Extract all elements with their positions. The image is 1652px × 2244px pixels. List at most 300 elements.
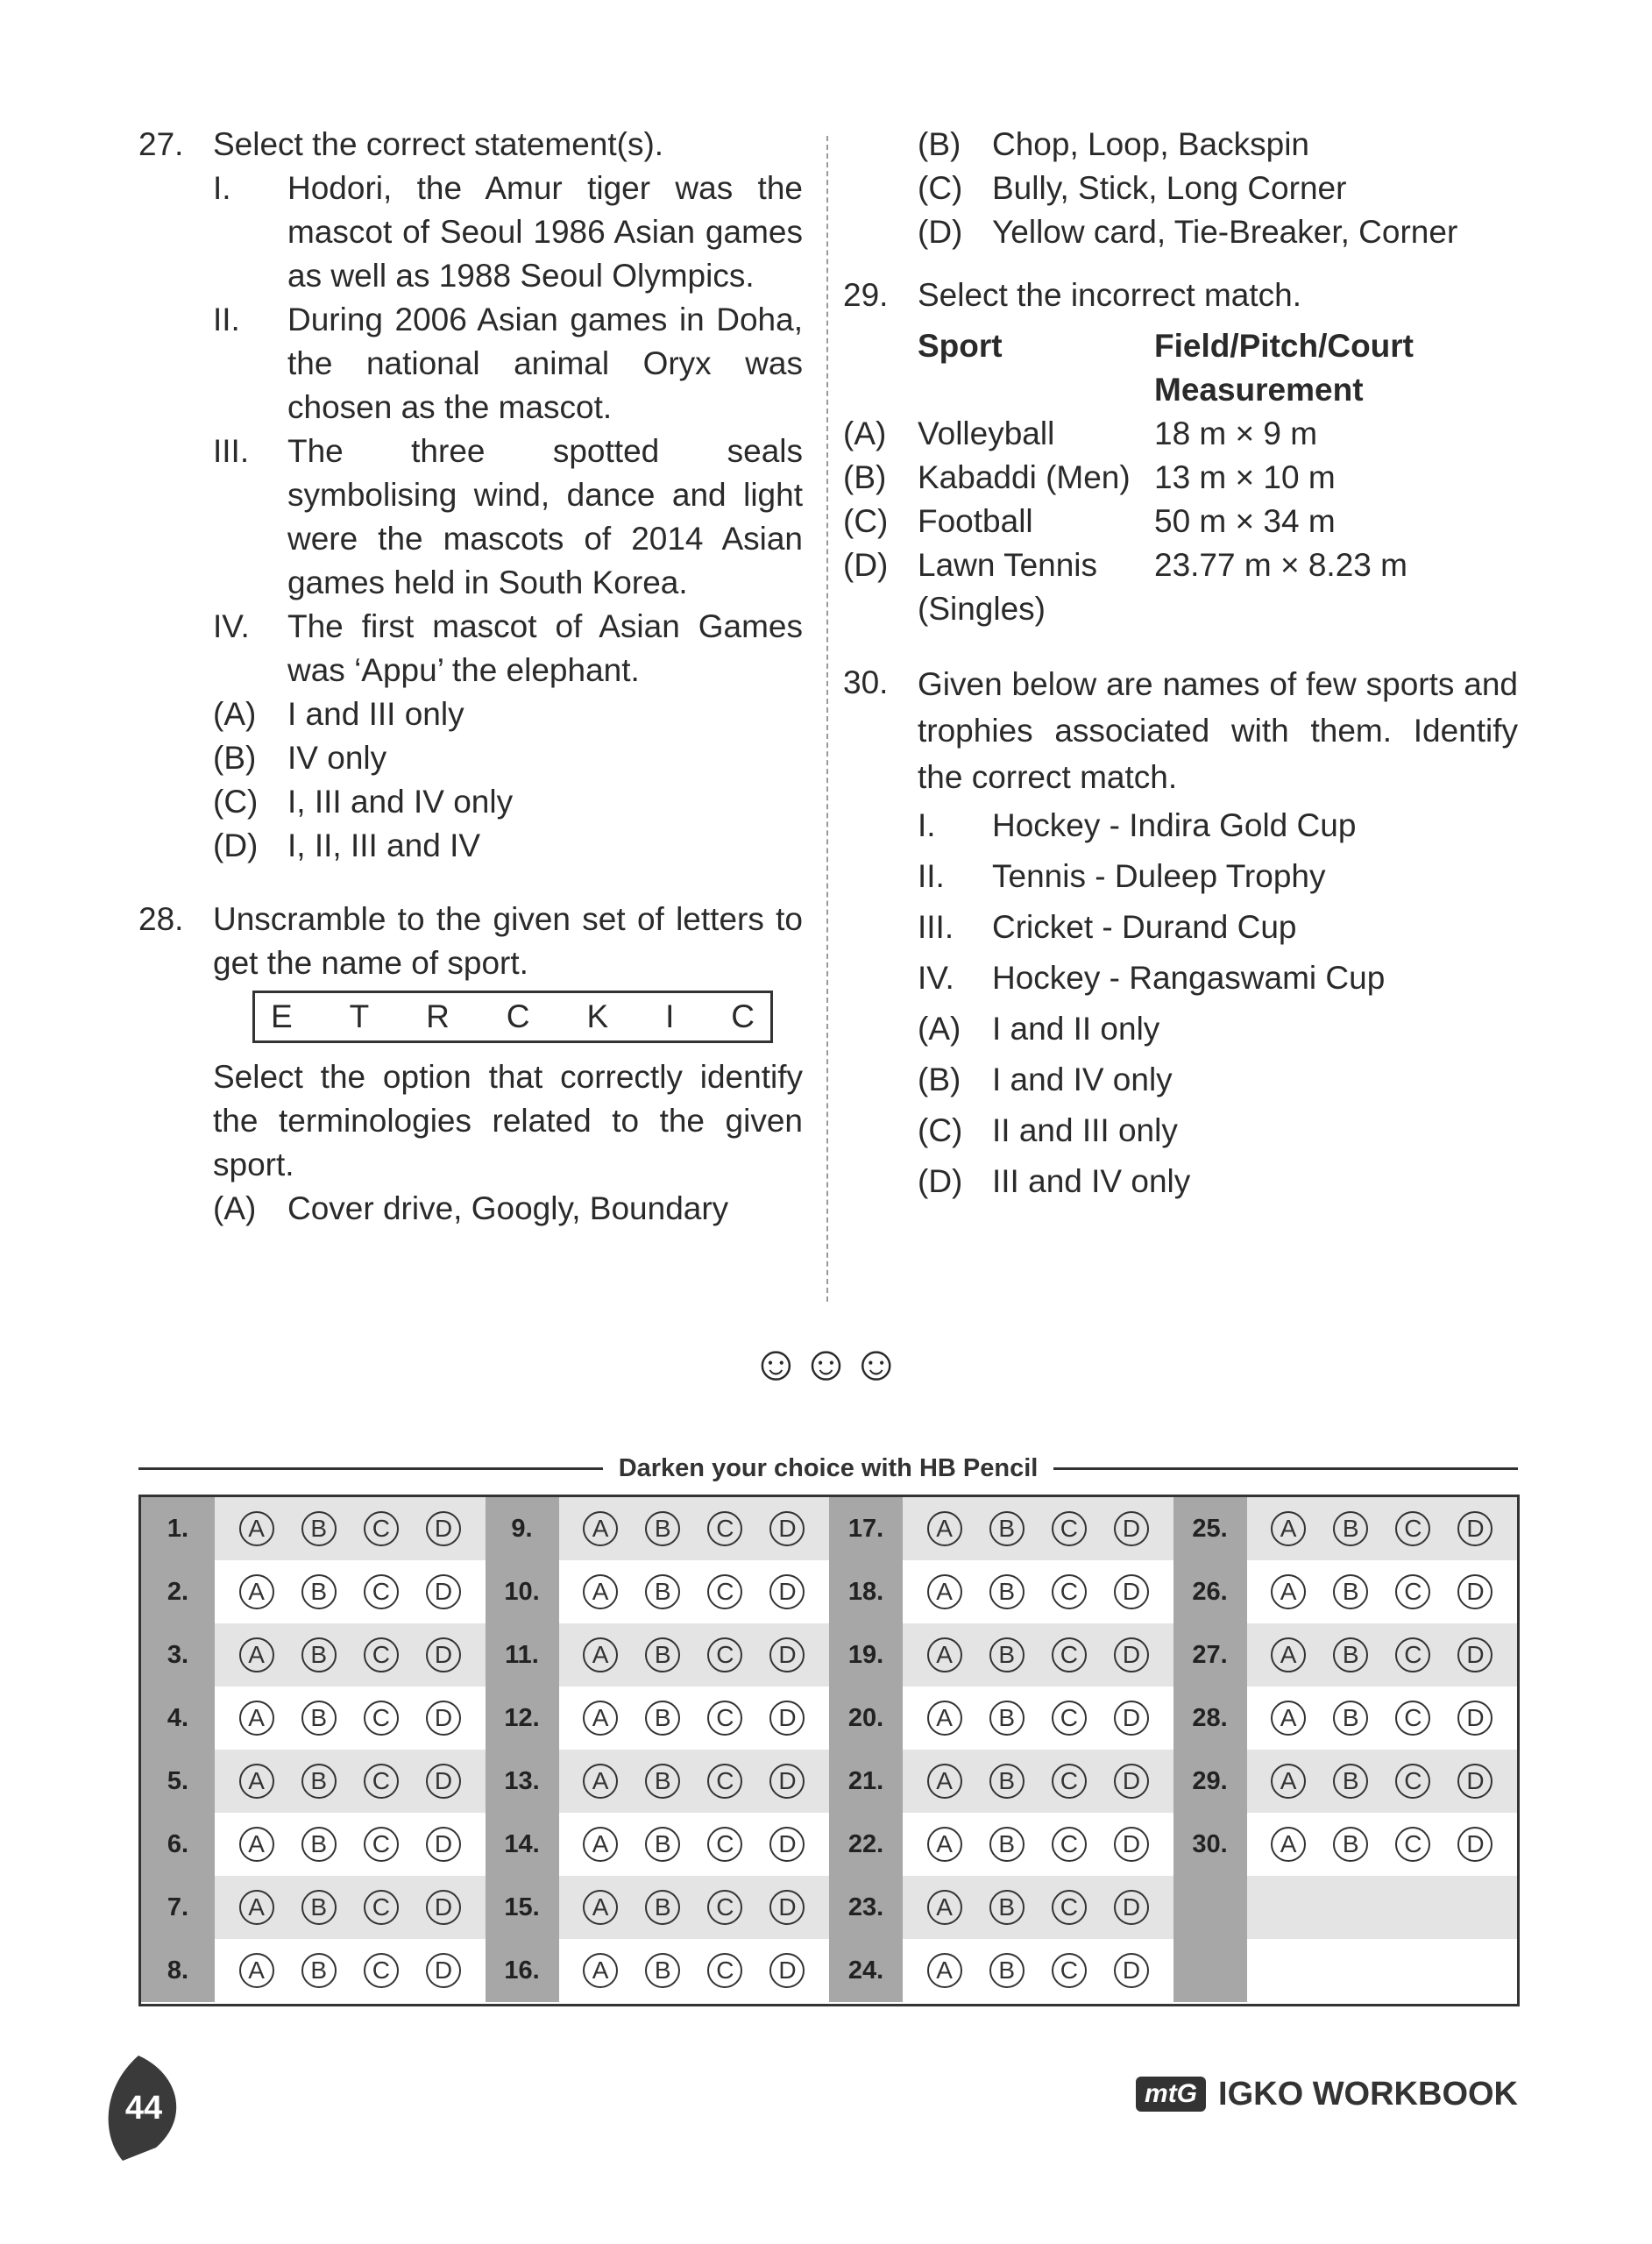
answer-bubble-d[interactable]: D [769,1637,805,1672]
bubble-group [1247,1623,1518,1687]
option-label: (A) [843,415,887,451]
answer-bubble-a[interactable]: A [1271,1511,1306,1546]
answer-bubble-c[interactable]: C [1395,1701,1430,1736]
question-number: 27. [138,126,184,162]
answer-bubble-c[interactable]: C [1052,1574,1087,1609]
answer-bubble-d[interactable]: D [426,1827,461,1862]
option-text: I, III and IV only [287,784,514,820]
answer-bubble-a[interactable]: A [583,1574,618,1609]
answer-bubble-b[interactable]: B [645,1701,680,1736]
bubble-group [1247,1497,1518,1560]
answer-bubble-b[interactable]: B [301,1827,337,1862]
bubble-group [1247,1939,1518,2002]
answer-bubble-a[interactable]: A [583,1953,618,1988]
statement-label: IV. [918,960,954,996]
answer-bubble-b[interactable]: B [301,1890,337,1925]
question-number-cell: 27. [1173,1623,1247,1687]
answer-bubble-d[interactable]: D [1114,1701,1149,1736]
answer-sheet-title: Darken your choice with HB Pencil [618,1453,1039,1482]
answer-bubble-a[interactable]: A [1271,1764,1306,1799]
smiley-icons: ☺☺☺ [750,1335,902,1390]
answer-bubble-d[interactable]: D [1114,1890,1149,1925]
option-label: (A) [918,1011,961,1047]
answer-bubble-a[interactable]: A [239,1890,274,1925]
question-stem: Given below are names of few sports and trophies associated with them. Identify the correct match. [918,666,1518,795]
option-label: (C) [918,1112,963,1148]
option-text: Yellow card, Tie-Breaker, Corner [992,214,1458,250]
question-number-cell [1173,1876,1247,1939]
question-number-cell: 9. [486,1497,559,1560]
option-text: I and III only [287,696,464,732]
answer-bubble-c[interactable]: C [1052,1764,1087,1799]
page-number-badge [103,2056,184,2161]
option-label: (D) [213,827,259,863]
match-row [843,543,1518,587]
brand-logo: mtG [1136,2077,1206,2112]
answer-bubble-d[interactable]: D [1114,1574,1149,1609]
option-label: (C) [213,784,259,820]
question-number-cell: 30. [1173,1813,1247,1876]
answer-bubble-c[interactable]: C [1395,1827,1430,1862]
answer-bubble-d[interactable]: D [426,1574,461,1609]
answer-bubble-a[interactable]: A [239,1511,274,1546]
scrambled-letter: K [586,998,609,1034]
answer-bubble-a[interactable]: A [927,1511,962,1546]
option [918,1004,1518,1055]
bubble-group [559,1750,830,1813]
question-number-cell: 18. [829,1560,903,1623]
answer-bubble-b[interactable]: B [301,1953,337,1988]
question-number-cell: 23. [829,1876,903,1939]
option-text: III and IV only [992,1163,1191,1199]
option [213,824,803,868]
answer-bubble-c[interactable]: C [364,1701,399,1736]
answer-bubble-c[interactable]: C [707,1637,742,1672]
answer-bubble-c[interactable]: C [1395,1637,1430,1672]
answer-bubble-d[interactable]: D [1114,1827,1149,1862]
question-instruction: Select the option that correctly identify the terminologies related to the given sport. [213,1059,803,1182]
answer-bubble-c[interactable]: C [1052,1890,1087,1925]
option-text: Cover drive, Googly, Boundary [287,1190,729,1226]
question-stem: Unscramble to the given set of letters to get the name of sport. [213,901,803,981]
answer-bubble-c[interactable]: C [1052,1827,1087,1862]
statement [918,800,1518,851]
header-sport: Sport [918,328,1003,364]
bubble-group [215,1750,486,1813]
statement-label: II. [918,858,945,894]
answer-bubble-d[interactable]: D [769,1953,805,1988]
answer-bubble-c[interactable]: C [707,1764,742,1799]
answer-row [141,1813,1517,1876]
answer-row [141,1876,1517,1939]
rule-right [1053,1467,1518,1470]
answer-bubble-d[interactable]: D [426,1953,461,1988]
bubble-group [903,1560,1173,1623]
answer-bubble-a[interactable]: A [239,1701,274,1736]
answer-bubble-a[interactable]: A [927,1827,962,1862]
question-number-cell: 21. [829,1750,903,1813]
answer-bubble-a[interactable]: A [583,1701,618,1736]
sport-name-extra: (Singles) [918,591,1046,627]
answer-bubble-c[interactable]: C [1052,1701,1087,1736]
bubble-group [215,1876,486,1939]
question-number-cell: 25. [1173,1497,1247,1560]
option-label: (D) [843,547,889,583]
answer-bubble-c[interactable]: C [1395,1511,1430,1546]
answer-bubble-b[interactable]: B [1333,1827,1368,1862]
question-number-cell: 20. [829,1687,903,1750]
bubble-group [1247,1813,1518,1876]
answer-bubble-b[interactable]: B [1333,1574,1368,1609]
answer-bubble-b[interactable]: B [1333,1637,1368,1672]
question-28-continued [843,123,1518,254]
option-label: (B) [843,459,887,495]
answer-bubble-c[interactable]: C [364,1511,399,1546]
scrambled-letter: I [665,998,675,1034]
answer-bubble-b[interactable]: B [989,1511,1025,1546]
answer-bubble-d[interactable]: D [1114,1511,1149,1546]
option-label: (C) [843,503,889,539]
option-label: (B) [213,740,257,776]
answer-bubble-a[interactable]: A [239,1764,274,1799]
option-label: (B) [918,126,961,162]
question-number-cell: 3. [141,1623,215,1687]
option [213,736,803,780]
answer-bubble-d[interactable]: D [1114,1953,1149,1988]
answer-bubble-d[interactable]: D [426,1764,461,1799]
option [918,1055,1518,1105]
answer-row [141,1560,1517,1623]
answer-bubble-d[interactable]: D [1114,1764,1149,1799]
answer-bubble-a[interactable]: A [583,1764,618,1799]
measurement: 50 m × 34 m [1154,503,1336,539]
answer-bubble-b[interactable]: B [989,1574,1025,1609]
answer-bubble-b[interactable]: B [301,1574,337,1609]
answer-bubble-b[interactable]: B [989,1827,1025,1862]
footer-brand [1136,2073,1518,2115]
statement-label: II. [213,302,240,337]
scrambled-letters-box [252,991,773,1043]
match-row [843,500,1518,543]
option-text: I, II, III and IV [287,827,481,863]
scrambled-letter: E [271,998,293,1034]
question-number-cell: 4. [141,1687,215,1750]
answer-bubble-a[interactable]: A [239,1827,274,1862]
statement-text: Hockey - Indira Gold Cup [992,807,1357,843]
question-27 [138,123,803,868]
answer-row [141,1687,1517,1750]
answer-bubble-d[interactable]: D [426,1890,461,1925]
statement-text: Hockey - Rangaswami Cup [992,960,1386,996]
measurement: 13 m × 10 m [1154,459,1336,495]
answer-bubble-a[interactable]: A [927,1637,962,1672]
answer-sheet-title-bar [138,1451,1518,1486]
answer-bubble-b[interactable]: B [301,1701,337,1736]
question-number-cell: 1. [141,1497,215,1560]
question-number: 30. [843,664,889,700]
answer-bubble-d[interactable]: D [769,1574,805,1609]
answer-bubble-d[interactable]: D [426,1701,461,1736]
question-number: 28. [138,901,184,937]
bubble-group [559,1687,830,1750]
option-text: Chop, Loop, Backspin [992,126,1310,162]
statement [918,953,1518,1004]
answer-bubble-b[interactable]: B [989,1953,1025,1988]
answer-bubble-d[interactable]: D [769,1511,805,1546]
answer-bubble-a[interactable]: A [239,1574,274,1609]
sport-name: Volleyball [918,415,1055,451]
answer-bubble-a[interactable]: A [583,1827,618,1862]
answer-bubble-a[interactable]: A [927,1764,962,1799]
question-30 [843,661,1518,1207]
answer-bubble-c[interactable]: C [364,1574,399,1609]
bubble-group [559,1939,830,2002]
match-row [843,412,1518,456]
bubble-group [215,1623,486,1687]
match-row-continued [843,587,1518,631]
answer-bubble-a[interactable]: A [927,1953,962,1988]
option-text: I and II only [992,1011,1160,1047]
answer-bubble-c[interactable]: C [707,1827,742,1862]
bubble-group [215,1813,486,1876]
bubble-group [1247,1750,1518,1813]
answer-bubble-b[interactable]: B [1333,1764,1368,1799]
option-label: (C) [918,170,963,206]
question-stem: Select the incorrect match. [918,277,1302,313]
answer-bubble-d[interactable]: D [426,1511,461,1546]
answer-bubble-b[interactable]: B [989,1764,1025,1799]
bubble-group [1247,1560,1518,1623]
answer-bubble-c[interactable]: C [707,1701,742,1736]
answer-bubble-a[interactable]: A [927,1890,962,1925]
answer-bubble-d[interactable]: D [769,1764,805,1799]
question-number-cell: 15. [486,1876,559,1939]
answer-row [141,1623,1517,1687]
question-number-cell: 12. [486,1687,559,1750]
option-text: II and III only [992,1112,1178,1148]
option-label: (A) [213,1190,257,1226]
answer-bubble-b[interactable]: B [645,1890,680,1925]
statement-label: III. [918,909,954,945]
answer-bubble-b[interactable]: B [989,1701,1025,1736]
option-label: (D) [918,214,963,250]
question-stem: Select the correct statement(s). [213,126,664,162]
answer-bubble-d[interactable]: D [1457,1827,1492,1862]
answer-bubble-c[interactable]: C [707,1890,742,1925]
answer-row [141,1497,1517,1560]
option [918,1105,1518,1156]
answer-bubble-c[interactable]: C [364,1827,399,1862]
option [213,780,803,824]
option [213,692,803,736]
answer-bubble-d[interactable]: D [1457,1637,1492,1672]
answer-bubble-a[interactable]: A [1271,1701,1306,1736]
rule-left [138,1467,603,1470]
answer-bubble-a[interactable]: A [927,1574,962,1609]
answer-bubble-a[interactable]: A [583,1637,618,1672]
answer-bubble-c[interactable]: C [1395,1574,1430,1609]
statement [213,298,803,430]
question-number-cell: 24. [829,1939,903,2002]
answer-bubble-a[interactable]: A [239,1637,274,1672]
answer-bubble-d[interactable]: D [426,1637,461,1672]
bubble-group [215,1687,486,1750]
question-number-cell: 26. [1173,1560,1247,1623]
question-number-cell: 7. [141,1876,215,1939]
answer-bubble-b[interactable]: B [989,1637,1025,1672]
answer-bubble-c[interactable]: C [364,1764,399,1799]
answer-bubble-d[interactable]: D [769,1701,805,1736]
statement [213,430,803,605]
answer-bubble-d[interactable]: D [1457,1511,1492,1546]
bubble-group [903,1813,1173,1876]
question-number-cell: 22. [829,1813,903,1876]
question-number-cell: 2. [141,1560,215,1623]
bubble-group [903,1939,1173,2002]
sport-name: Lawn Tennis [918,547,1098,583]
bubble-group [559,1623,830,1687]
bubble-group [903,1687,1173,1750]
column-divider [826,136,828,1302]
option [918,167,1518,210]
answer-bubble-c[interactable]: C [364,1637,399,1672]
statement-label: III. [213,433,250,469]
sport-name: Kabaddi (Men) [918,459,1131,495]
answer-bubble-d[interactable]: D [1457,1764,1492,1799]
bubble-group [215,1560,486,1623]
question-28 [138,898,803,1231]
answer-row [141,1939,1517,2002]
bubble-group [903,1623,1173,1687]
bubble-group [559,1876,830,1939]
answer-bubble-b[interactable]: B [301,1637,337,1672]
question-number: 29. [843,277,889,313]
answer-bubble-b[interactable]: B [645,1953,680,1988]
bubble-group [1247,1876,1518,1939]
question-number-cell: 16. [486,1939,559,2002]
bubble-group [903,1750,1173,1813]
option [918,1156,1518,1207]
scrambled-letter: C [731,998,755,1034]
scrambled-letter: R [426,998,450,1034]
statement [213,167,803,298]
header-measurement: Measurement [1154,372,1364,408]
question-number-cell: 28. [1173,1687,1247,1750]
answer-bubble-b[interactable]: B [645,1511,680,1546]
measurement: 18 m × 9 m [1154,415,1318,451]
answer-bubble-a[interactable]: A [583,1511,618,1546]
answer-bubble-c[interactable]: C [1052,1511,1087,1546]
left-column [138,123,803,1260]
answer-bubble-c[interactable]: C [364,1890,399,1925]
statement-text: Hodori, the Amur tiger was the mascot of Seoul 1986 Asian games as well as 1988 Seoul Olympics. [287,170,803,294]
statement [213,605,803,692]
answer-bubble-c[interactable]: C [707,1574,742,1609]
answer-bubble-d[interactable]: D [1457,1701,1492,1736]
question-number-cell: 13. [486,1750,559,1813]
statement-label: I. [213,170,231,206]
match-table-header [843,368,1518,412]
header-measurement: Field/Pitch/Court [1154,328,1414,364]
question-number-cell: 17. [829,1497,903,1560]
answer-bubble-d[interactable]: D [769,1890,805,1925]
answer-bubble-c[interactable]: C [1052,1953,1087,1988]
bubble-group [1247,1687,1518,1750]
answer-bubble-b[interactable]: B [1333,1511,1368,1546]
answer-sheet-grid [138,1495,1520,2006]
statement-text: The three spotted seals symbolising wind, dance and light were the mascots of 2014 Asian games held in South Korea. [287,433,803,600]
question-number-cell: 14. [486,1813,559,1876]
question-number-cell: 29. [1173,1750,1247,1813]
answer-bubble-b[interactable]: B [645,1637,680,1672]
answer-bubble-b[interactable]: B [989,1890,1025,1925]
option [213,1187,803,1231]
scrambled-letter: T [349,998,370,1034]
statement-text: The first mascot of Asian Games was ‘Appu’ the elephant. [287,608,803,688]
option-text: IV only [287,740,387,776]
answer-row [141,1750,1517,1813]
bubble-group [215,1497,486,1560]
answer-bubble-d[interactable]: D [769,1827,805,1862]
answer-bubble-a[interactable]: A [1271,1574,1306,1609]
answer-bubble-c[interactable]: C [1052,1637,1087,1672]
bubble-group [559,1497,830,1560]
answer-bubble-b[interactable]: B [301,1764,337,1799]
question-number-cell [1173,1939,1247,2002]
answer-bubble-b[interactable]: B [645,1764,680,1799]
question-number-cell: 8. [141,1939,215,2002]
scrambled-letter: C [506,998,530,1034]
right-column [843,123,1518,1237]
question-29 [843,273,1518,631]
answer-bubble-a[interactable]: A [927,1701,962,1736]
question-number-cell: 5. [141,1750,215,1813]
statement-text: Cricket - Durand Cup [992,909,1297,945]
answer-bubble-b[interactable]: B [301,1511,337,1546]
answer-bubble-b[interactable]: B [645,1827,680,1862]
answer-bubble-b[interactable]: B [645,1574,680,1609]
option [918,123,1518,167]
option-text: Bully, Stick, Long Corner [992,170,1347,206]
answer-bubble-a[interactable]: A [1271,1827,1306,1862]
answer-bubble-a[interactable]: A [583,1890,618,1925]
question-number-cell: 6. [141,1813,215,1876]
measurement: 23.77 m × 8.23 m [1154,547,1407,583]
question-number-cell: 19. [829,1623,903,1687]
question-number-cell: 10. [486,1560,559,1623]
sport-name: Football [918,503,1033,539]
answer-bubble-c[interactable]: C [707,1511,742,1546]
answer-bubble-a[interactable]: A [1271,1637,1306,1672]
answer-bubble-b[interactable]: B [1333,1701,1368,1736]
statement-label: I. [918,807,936,843]
answer-bubble-d[interactable]: D [1114,1637,1149,1672]
statement-label: IV. [213,608,250,644]
brand-name: IGKO WORKBOOK [1218,2075,1518,2113]
bubble-group [903,1876,1173,1939]
answer-bubble-c[interactable]: C [1395,1764,1430,1799]
option-label: (A) [213,696,257,732]
answer-bubble-d[interactable]: D [1457,1574,1492,1609]
answer-bubble-c[interactable]: C [364,1953,399,1988]
page-number: 44 [124,2089,163,2127]
answer-bubble-a[interactable]: A [239,1953,274,1988]
option [918,210,1518,254]
option-text: I and IV only [992,1062,1173,1097]
answer-bubble-c[interactable]: C [707,1953,742,1988]
statement-text: Tennis - Duleep Trophy [992,858,1326,894]
match-table [843,324,1518,631]
